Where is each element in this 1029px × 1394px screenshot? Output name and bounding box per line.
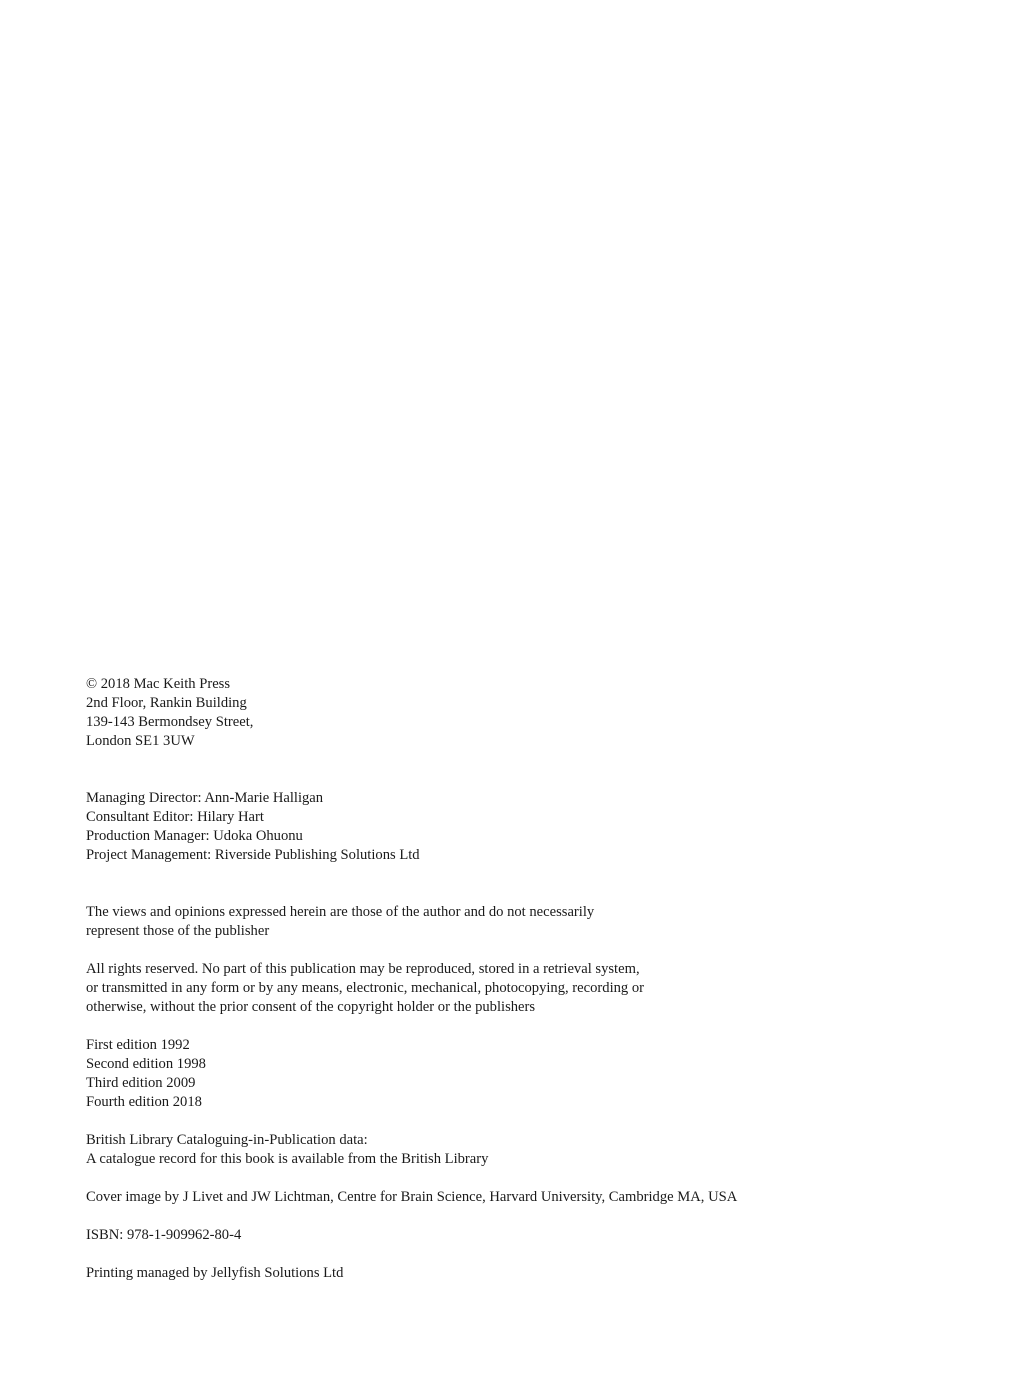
copyright-page-text: [86, 675, 986, 1283]
disclaimer-line: represent those of the publisher: [86, 923, 270, 939]
cover-image-credit: Cover image by J Livet and JW Lichtman, Centre for Brain Science, Harvard University, Cambridge MA, USA: [86, 1189, 738, 1205]
printing-credit: Printing managed by Jellyfish Solutions Ltd: [86, 1265, 344, 1281]
isbn: ISBN: 978-1-909962-80-4: [86, 1227, 242, 1243]
edition-history: [86, 1036, 986, 1112]
rights-line: or transmitted in any form or by any means, electronic, mechanical, photocopying, recording or: [86, 980, 645, 996]
edition-line: First edition 1992: [86, 1037, 190, 1053]
production-manager: Production Manager: Udoka Ohuonu: [86, 828, 303, 844]
rights-statement: [86, 960, 986, 1017]
edition-line: Second edition 1998: [86, 1056, 206, 1072]
staff-credits: [86, 789, 986, 865]
managing-director: Managing Director: Ann-Marie Halligan: [86, 790, 324, 806]
copyright-line: © 2018 Mac Keith Press: [86, 676, 231, 692]
cataloguing-data: [86, 1131, 986, 1169]
disclaimer-line: The views and opinions expressed herein are those of the author and do not necessarily: [86, 904, 595, 920]
cataloguing-line: British Library Cataloguing-in-Publication data:: [86, 1132, 368, 1148]
consultant-editor: Consultant Editor: Hilary Hart: [86, 809, 264, 825]
project-management: Project Management: Riverside Publishing Solutions Ltd: [86, 847, 420, 863]
cataloguing-line: A catalogue record for this book is available from the British Library: [86, 1151, 489, 1167]
rights-line: All rights reserved. No part of this publication may be reproduced, stored in a retrieval system,: [86, 961, 640, 977]
publisher-address: [86, 675, 986, 751]
address-line-3: London SE1 3UW: [86, 733, 195, 749]
edition-line: Fourth edition 2018: [86, 1094, 202, 1110]
address-line-1: 2nd Floor, Rankin Building: [86, 695, 247, 711]
rights-line: otherwise, without the prior consent of the copyright holder or the publishers: [86, 999, 536, 1015]
edition-line: Third edition 2009: [86, 1075, 196, 1091]
address-line-2: 139-143 Bermondsey Street,: [86, 714, 254, 730]
disclaimer: [86, 903, 986, 941]
